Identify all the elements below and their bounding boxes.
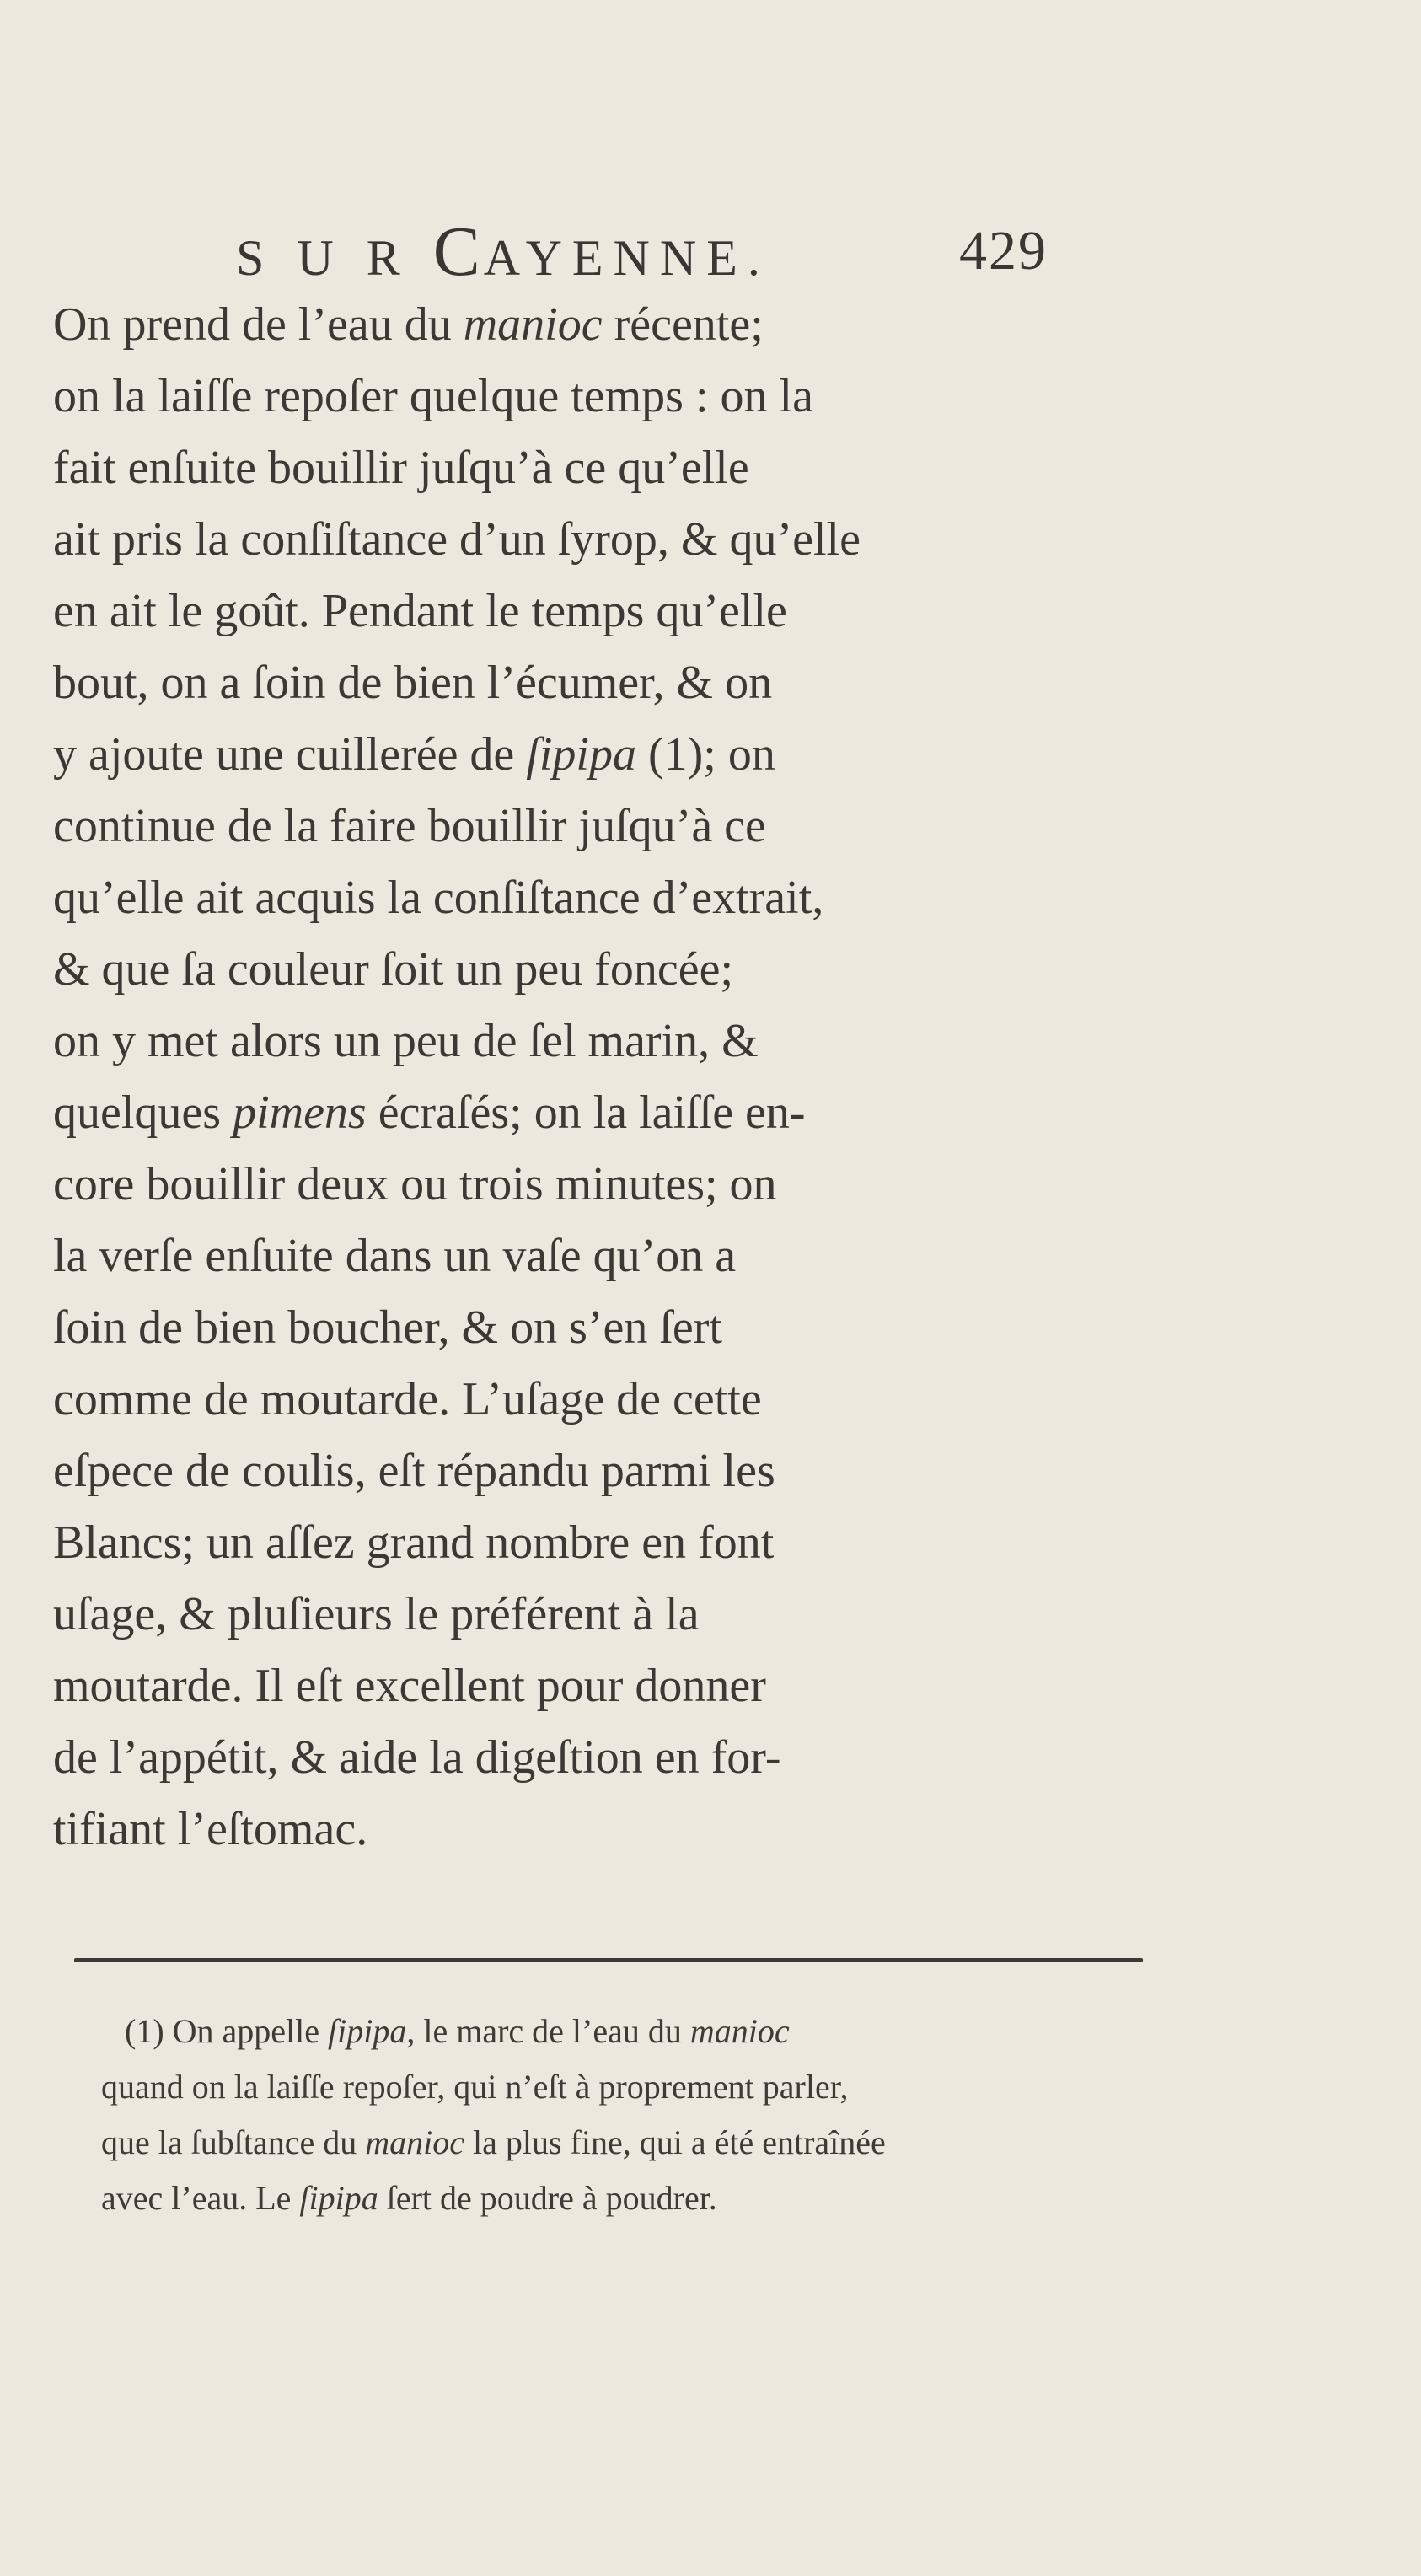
text-line: de l’appétit, & aide la digeſtion en for- (53, 1731, 781, 1784)
running-title-rest: AYENNE. (483, 230, 770, 286)
footnote-separator-rule (74, 1958, 1143, 1962)
body-paragraph (53, 289, 861, 1865)
text-line: ſoin de bien boucher, & on s’en ſert (53, 1301, 722, 1354)
text-line: On prend de l’eau du manioc récente; (53, 298, 764, 351)
text-line: core bouillir deux ou trois minutes; on (53, 1158, 777, 1210)
text-line: Blancs; un aſſez grand nombre en font (53, 1516, 775, 1569)
text-line: bout, on a ſoin de bien l’écumer, & on (53, 657, 773, 709)
text-line: eſpece de coulis, eſt répandu parmi les (53, 1445, 775, 1497)
footnote-line: que la ſubſtance du manioc la plus fine, qui a été entraînée (101, 2123, 886, 2161)
text-line: moutarde. Il eſt excellent pour donner (53, 1660, 766, 1712)
text-line: qu’elle ait acquis la conſiſtance d’extrait, (53, 872, 824, 924)
footnote-line: avec l’eau. Le ſipipa ſert de poudre à poudrer. (101, 2179, 717, 2217)
text-line: on la laiſſe repoſer quelque temps : on la (53, 370, 813, 422)
page-number: 429 (959, 220, 1048, 282)
text-line: la verſe enſuite dans un vaſe qu’on a (53, 1230, 737, 1282)
running-title (236, 211, 770, 292)
text-line: tifiant l’eſtomac. (53, 1803, 368, 1855)
page-header (0, 211, 1421, 291)
text-line: continue de la faire bouillir juſqu’à ce (53, 800, 766, 852)
text-line: ait pris la conſiſtance d’un ſyrop, & qu’elle (53, 513, 861, 566)
text-line: quelques pimens écraſés; on la laiſſe en- (53, 1087, 806, 1139)
text-line: en ait le goût. Pendant le temps qu’elle (53, 585, 787, 637)
text-line: y ajoute une cuillerée de ſipipa (1); on (53, 728, 775, 781)
text-line: uſage, & pluſieurs le préférent à la (53, 1588, 700, 1640)
text-line: on y met alors un peu de ſel marin, & (53, 1015, 759, 1067)
text-line: & que ſa couleur ſoit un peu foncée; (53, 943, 734, 996)
running-title-first: S U R (236, 230, 410, 286)
footnote-line: (1) On appelle ſipipa, le marc de l’eau du manioc (125, 2012, 790, 2050)
running-title-cap: C (432, 212, 484, 291)
footnote (101, 2004, 886, 2226)
text-line: comme de moutarde. L’uſage de cette (53, 1373, 762, 1425)
text-line: fait enſuite bouillir juſqu’à ce qu’elle (53, 442, 749, 494)
footnote-line: quand on la laiſſe repoſer, qui n’eſt à proprement parler, (101, 2068, 849, 2106)
